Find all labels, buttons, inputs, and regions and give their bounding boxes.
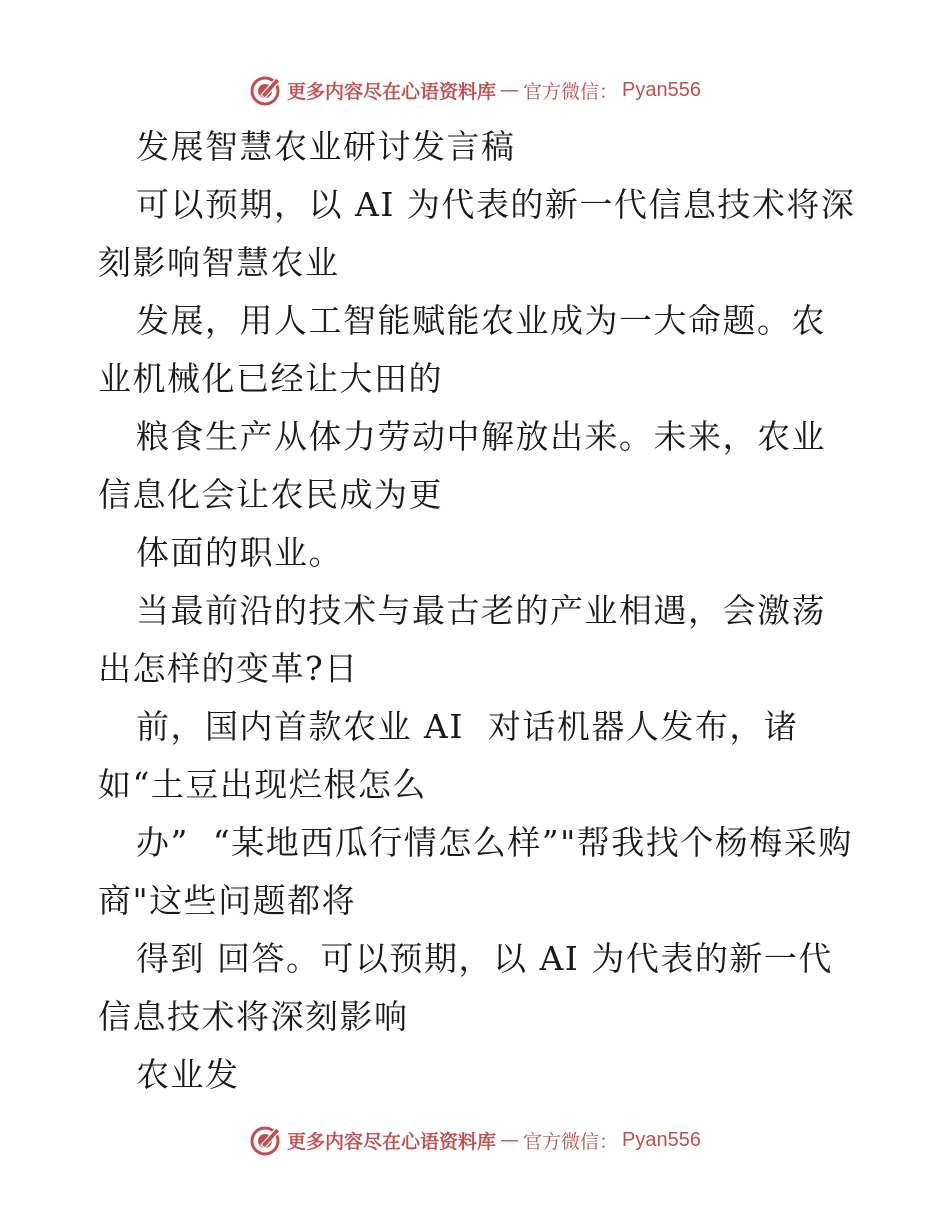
pen-logo-icon	[249, 1123, 283, 1157]
header-site-name: 更多内容尽在心语资料库	[287, 80, 497, 103]
paragraph: 前，国内首款农业 AI 对话机器人发布，诸 如“土豆出现烂根怎么	[98, 707, 811, 804]
pen-logo-icon	[249, 73, 283, 107]
paragraph: 办” “某地西瓜行情怎么样”"帮我找个杨梅采购商"这些问题都将	[98, 823, 853, 920]
paragraph: 得到 回答。可以预期，以 AI 为代表的新一代信息技术将深刻影响	[98, 939, 833, 1036]
paragraph: 农业发	[136, 1055, 240, 1094]
paragraph: 可以预期，以 AI 为代表的新一代信息技术将深刻影响智慧农业	[98, 185, 856, 282]
footer-separator: —	[500, 1129, 520, 1151]
header-wechat-label: 官方微信：	[523, 80, 619, 103]
paragraph: 当最前沿的技术与最古老的产业相遇，会激荡出怎样的变革?日	[98, 591, 826, 688]
header-watermark	[0, 70, 950, 110]
header-separator: —	[500, 79, 520, 101]
paragraph: 体面的职业。	[136, 533, 343, 572]
paragraph: 粮食生产从体力劳动中解放出来。未来，农业信息化会让农民成为更	[98, 417, 826, 514]
footer-wechat-label: 官方微信：	[523, 1130, 619, 1153]
footer-site-name: 更多内容尽在心语资料库	[287, 1130, 497, 1153]
footer-wechat-id: Pyan556	[622, 1128, 701, 1151]
document-body	[98, 118, 858, 1104]
footer-watermark	[0, 1120, 950, 1160]
document-title: 发展智慧农业研讨发言稿	[136, 127, 516, 166]
header-wechat-id: Pyan556	[622, 78, 701, 101]
paragraph: 发展，用人工智能赋能农业成为一大命题。农业机械化已经让大田的	[98, 301, 826, 398]
